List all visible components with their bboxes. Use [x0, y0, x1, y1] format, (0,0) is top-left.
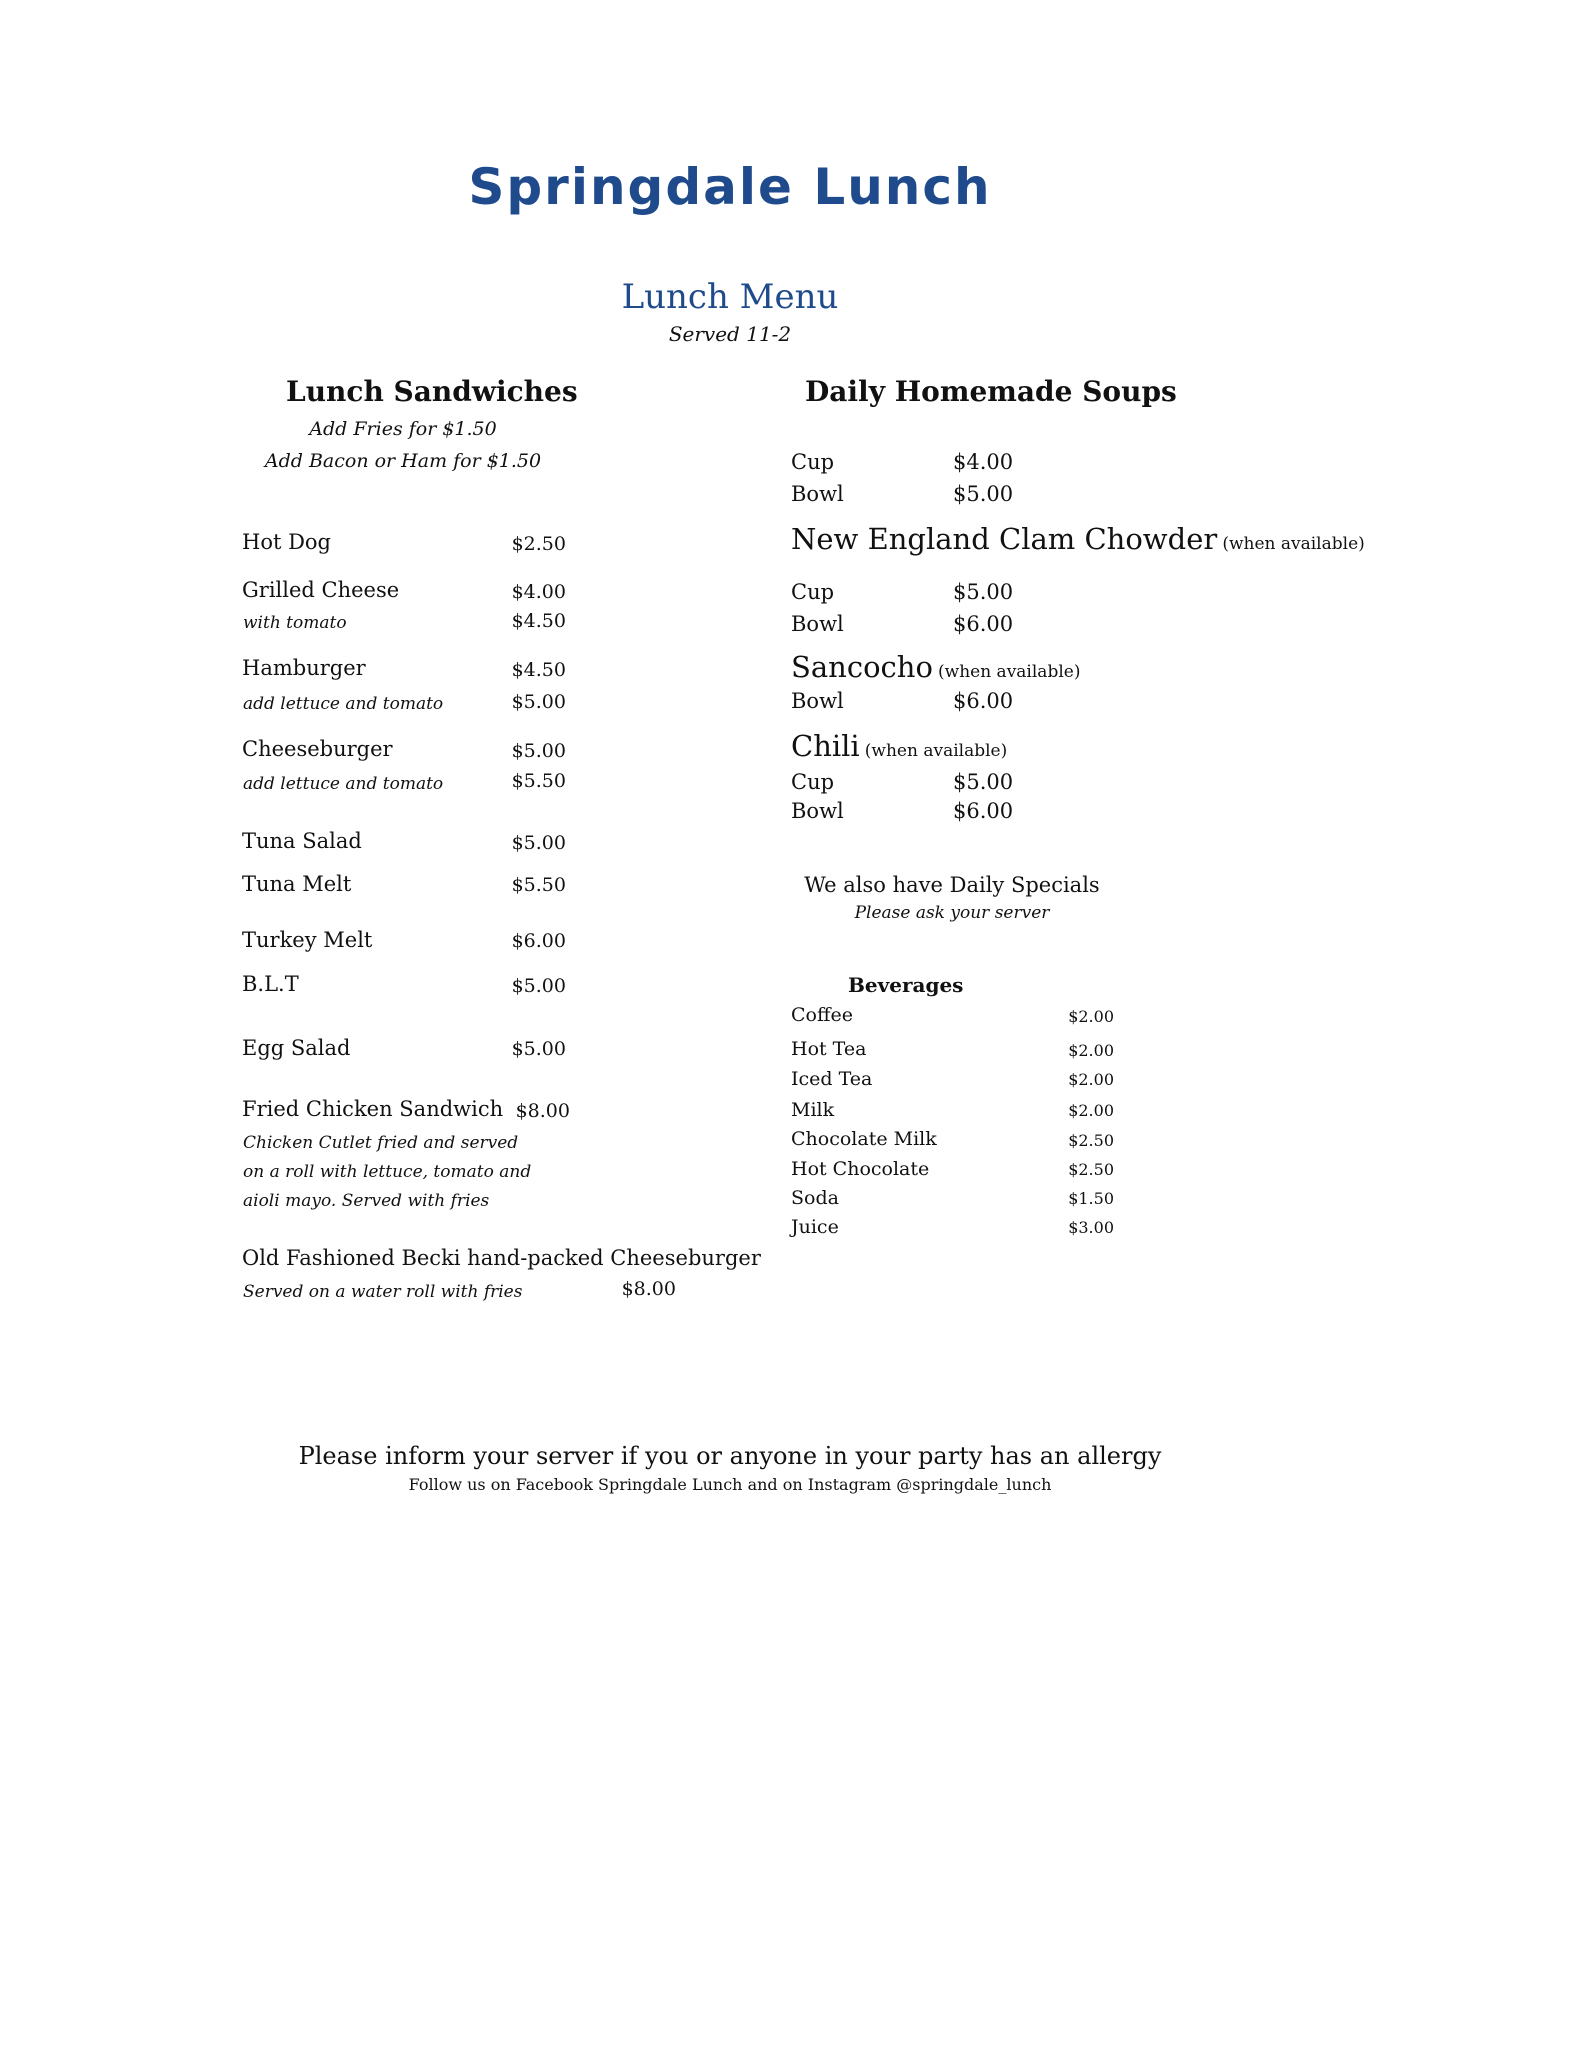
item-price: $5.00 — [511, 832, 566, 854]
item-name: Old Fashioned Becki hand-packed Cheeseburger — [242, 1246, 761, 1270]
soup-price: $5.00 — [953, 580, 1014, 604]
beverage-name: Iced Tea — [791, 1068, 873, 1090]
daily-specials-line: We also have Daily Specials — [804, 873, 1100, 897]
soup-availability: (when available) — [938, 662, 1081, 682]
soup-price: $6.00 — [953, 689, 1014, 713]
item-price: $8.00 — [621, 1278, 676, 1300]
restaurant-title: Springdale Lunch — [468, 158, 992, 216]
beverage-name: Hot Chocolate — [791, 1158, 930, 1180]
served-hours: Served 11-2 — [668, 322, 792, 346]
item-name: Tuna Melt — [242, 872, 352, 896]
beverage-price: $2.00 — [1068, 1007, 1114, 1026]
soup-price: $4.00 — [953, 450, 1014, 474]
item-option: add lettuce and tomato — [243, 774, 444, 794]
item-price: $5.00 — [511, 740, 566, 762]
beverage-price: $2.50 — [1068, 1131, 1114, 1150]
beverage-name: Soda — [791, 1187, 839, 1209]
item-desc-line: on a roll with lettuce, tomato and — [243, 1162, 532, 1182]
item-price: $6.00 — [511, 930, 566, 952]
sandwiches-note-fries: Add Fries for $1.50 — [309, 418, 497, 440]
beverage-price: $2.00 — [1068, 1101, 1114, 1120]
soup-size: Bowl — [791, 689, 844, 713]
soup-price: $6.00 — [953, 799, 1014, 823]
soup-price: $6.00 — [953, 612, 1014, 636]
item-name: Fried Chicken Sandwich — [242, 1097, 504, 1121]
item-name: Grilled Cheese — [242, 578, 400, 602]
beverage-price: $3.00 — [1068, 1218, 1114, 1237]
soup-name: New England Clam Chowder — [791, 522, 1218, 556]
item-price: $4.00 — [511, 581, 566, 603]
social-follow: Follow us on Facebook Springdale Lunch and on Instagram @springdale_lunch — [408, 1475, 1052, 1494]
soup-price: $5.00 — [953, 482, 1014, 506]
soup-price: $5.00 — [953, 770, 1014, 794]
soup-availability: (when available) — [864, 741, 1008, 761]
allergy-notice: Please inform your server if you or anyone in your party has an allergy — [298, 1442, 1162, 1470]
beverage-name: Milk — [791, 1099, 835, 1121]
soup-name: Chili — [791, 729, 860, 763]
soup-size: Bowl — [791, 799, 844, 823]
sandwiches-heading: Lunch Sandwiches — [286, 375, 578, 408]
item-name: Tuna Salad — [242, 829, 362, 853]
item-option-price: $4.50 — [511, 610, 566, 632]
beverage-name: Chocolate Milk — [791, 1128, 937, 1150]
daily-specials-sub: Please ask your server — [854, 903, 1050, 923]
item-name: Turkey Melt — [242, 928, 373, 952]
item-price: $2.50 — [511, 533, 566, 555]
soup-size: Bowl — [791, 482, 844, 506]
item-desc-line: aioli mayo. Served with fries — [243, 1191, 490, 1211]
soup-size: Cup — [791, 770, 835, 794]
item-option-price: $5.50 — [511, 770, 566, 792]
item-name: Egg Salad — [242, 1036, 351, 1060]
soups-heading: Daily Homemade Soups — [805, 375, 1177, 408]
item-name: Hot Dog — [242, 530, 331, 554]
beverage-name: Hot Tea — [791, 1038, 867, 1060]
item-name: Cheeseburger — [242, 737, 393, 761]
item-price: $5.00 — [511, 975, 566, 997]
soup-size: Cup — [791, 580, 835, 604]
beverage-name: Coffee — [791, 1004, 853, 1026]
item-price: $5.00 — [511, 1038, 566, 1060]
beverage-price: $2.00 — [1068, 1041, 1114, 1060]
item-price: $8.00 — [515, 1100, 570, 1122]
item-name: B.L.T — [242, 972, 299, 996]
item-option-price: $5.00 — [511, 691, 566, 713]
soup-availability: (when available) — [1222, 534, 1365, 554]
beverage-price: $2.50 — [1068, 1160, 1114, 1179]
beverage-price: $1.50 — [1068, 1189, 1114, 1208]
item-desc-line: Served on a water roll with fries — [243, 1282, 523, 1302]
item-price: $4.50 — [511, 659, 566, 681]
sandwiches-note-bacon: Add Bacon or Ham for $1.50 — [264, 450, 542, 472]
item-price: $5.50 — [511, 874, 566, 896]
item-option: add lettuce and tomato — [243, 694, 444, 714]
item-option: with tomato — [243, 613, 347, 633]
item-desc-line: Chicken Cutlet fried and served — [243, 1133, 519, 1153]
soup-name: Sancocho — [791, 650, 933, 684]
beverage-name: Juice — [791, 1216, 839, 1238]
beverages-heading: Beverages — [848, 973, 964, 997]
item-name: Hamburger — [242, 656, 366, 680]
soup-size: Bowl — [791, 612, 844, 636]
beverage-price: $2.00 — [1068, 1070, 1114, 1089]
menu-subtitle: Lunch Menu — [621, 277, 839, 317]
soup-size: Cup — [791, 450, 835, 474]
